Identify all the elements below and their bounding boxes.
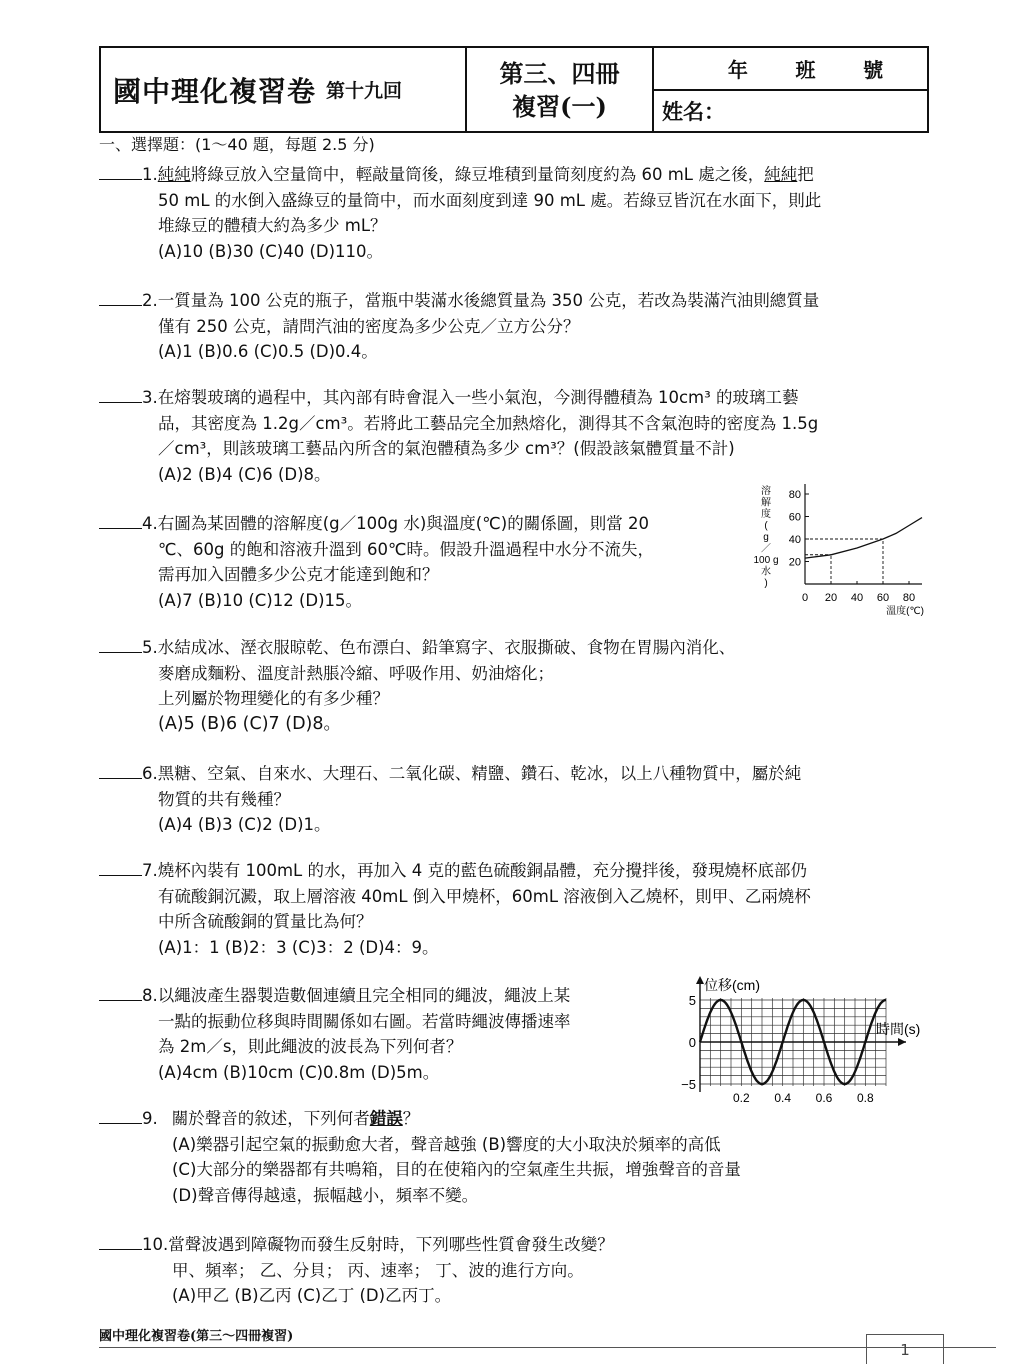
title-cell (101, 48, 467, 131)
answer-options: (A)甲乙 (B)乙丙 (C)乙丁 (D)乙丙丁。 (172, 1286, 452, 1305)
question-number: 8. (142, 986, 158, 1005)
question-text: 將綠豆放入空量筒中，輕敲量筒後，綠豆堆積到量筒刻度約為 60 mL 處之後， (190, 165, 765, 184)
question-text: 水結成冰、溼衣服晾乾、色布漂白、鉛筆寫字、衣服撕破、食物在胃腸內消化、 (157, 638, 736, 657)
answer-blank[interactable] (99, 760, 142, 779)
question-text: 麥磨成麵粉、溫度計熱脹冷縮、呼吸作用、奶油熔化； (158, 663, 554, 683)
scope-cell (467, 48, 654, 131)
question-text: 上列屬於物理變化的有多少種？ (158, 689, 389, 708)
question-text: 燒杯內裝有 100mL 的水，再加入 4 克的藍色硫酸銅晶體，充分攪拌後，發現燒杯底部仍 (157, 861, 807, 880)
question-text: 中所含硫酸銅的質量比為何？ (158, 912, 373, 931)
y-axis-label-char: 溶 (761, 486, 771, 497)
answer-option: (A)樂器引起空氣的振動愈大者，聲音越強 (B)響度的大小取決於頻率的高低 (172, 1134, 721, 1154)
x-tick-label: 0.8 (856, 1091, 874, 1105)
question-9 (99, 1105, 741, 1208)
y-tick-label: 40 (788, 534, 801, 546)
answer-options: (A)5 (B)6 (C)7 (D)8。 (158, 713, 342, 734)
scope-line1: 第三、四冊 (499, 58, 620, 88)
answer-options: (A)7 (B)10 (C)12 (D)15。 (158, 590, 363, 610)
answer-options: (A)2 (B)4 (C)6 (D)8。 (158, 464, 331, 484)
question-text: 右圖為某固體的溶解度(g／100g 水)與溫度(℃)的關係圖，則當 20 (157, 514, 649, 533)
section-heading: 一、選擇題：(1～40 題，每題 2.5 分) (99, 135, 375, 154)
y-tick-label: 5 (688, 993, 696, 1008)
answer-options: (A)4 (B)3 (C)2 (D)1。 (158, 815, 331, 834)
question-4 (99, 510, 654, 613)
answer-blank[interactable] (99, 161, 142, 180)
class-row (654, 48, 927, 91)
y-tick-label: 60 (788, 511, 801, 524)
question-text: 有硫酸銅沉澱，取上層溶液 40mL 倒入甲燒杯，60mL 溶液倒入乙燒杯，則甲、乙兩燒杯 (158, 886, 811, 906)
question-5 (99, 634, 735, 737)
answer-blank[interactable] (99, 384, 142, 403)
answer-options: (A)1 (B)0.6 (C)0.5 (D)0.4。 (158, 342, 378, 361)
question-text: 物質的共有幾種？ (158, 789, 290, 809)
question-text: 在熔製玻璃的過程中，其內部有時會混入一些小氣泡，今測得體積為 10cm³ 的玻璃工藝 (157, 388, 799, 407)
question-1 (99, 161, 821, 264)
student-info-cell (654, 48, 927, 131)
y-tick-label: −5 (681, 1077, 696, 1092)
answer-blank[interactable] (99, 1231, 142, 1250)
student-name: 純純 (764, 165, 798, 184)
question-text: 一質量為 100 公克的瓶子，當瓶中裝滿水後總質量為 350 公克，若改為裝滿汽油則總質量 (157, 291, 820, 310)
question-text: 僅有 250 公克，請問汽油的密度為多少公克／立方公分？ (158, 316, 580, 336)
question-number: 6. (142, 764, 158, 783)
answer-blank[interactable] (99, 1105, 142, 1124)
question-text: 黑糖、空氣、自來水、大理石、二氧化碳、精鹽、鑽石、乾冰，以上八種物質中，屬於純 (157, 764, 802, 783)
answer-options: (A)1：1 (B)2：3 (C)3：2 (D)4：9。 (158, 937, 439, 957)
question-text: 關於聲音的敘述，下列何者 (171, 1109, 370, 1128)
x-tick-label: 0.2 (732, 1091, 750, 1105)
question-10 (99, 1231, 614, 1309)
question-text: 當聲波遇到障礙物而發生反射時，下列哪些性質會發生改變？ (168, 1235, 614, 1254)
number-label: 號 (863, 58, 884, 82)
x-tick-label: 40 (850, 592, 864, 604)
x-tick-label: 60 (876, 592, 890, 604)
y-axis-label-char: g (763, 532, 769, 543)
question-number: 1. (142, 165, 158, 184)
y-axis-label-char: 度 (761, 509, 771, 520)
y-axis-label-char: 解 (761, 497, 771, 509)
x-axis-label: 時間(s) (876, 1021, 921, 1037)
question-text: 把 (797, 165, 814, 184)
answer-options: (A)4cm (B)10cm (C)0.8m (D)5m。 (158, 1062, 440, 1082)
answer-blank[interactable] (99, 857, 142, 876)
x-tick-label: 80 (902, 592, 916, 604)
footer-rule (99, 1347, 996, 1348)
question-number: 3. (142, 388, 158, 407)
question-6 (99, 760, 801, 838)
x-tick-label: 20 (824, 592, 838, 604)
solubility-curve (805, 518, 922, 559)
question-text: 堆綠豆的體積大約為多少 mL？ (158, 216, 387, 235)
x-tick-label: 0.4 (774, 1091, 792, 1105)
question-number: 10. (142, 1235, 169, 1254)
question-number: 2. (142, 291, 158, 310)
answer-blank[interactable] (99, 287, 142, 306)
x-tick-label: 0 (801, 592, 809, 604)
y-axis-arrow (696, 976, 704, 984)
wave-displacement-chart (672, 972, 927, 1108)
exam-round: 第十九回 (326, 80, 403, 102)
solubility-chart (750, 478, 930, 618)
y-axis-label: 位移(cm) (704, 977, 760, 993)
question-number: 5. (142, 638, 158, 657)
question-text: 以繩波產生器製造數個連續且完全相同的繩波，繩波上某 (157, 986, 571, 1005)
question-number: 9. (142, 1109, 158, 1128)
answer-blank[interactable] (99, 982, 142, 1001)
question-number: 4. (142, 514, 158, 533)
name-row[interactable] (654, 91, 927, 131)
question-2 (99, 287, 819, 365)
page-footer: 國中理化複習卷(第三～四冊複習) (99, 1329, 294, 1344)
answer-option: (D)聲音傳得越遠，振幅越小，頻率不變。 (172, 1185, 479, 1205)
question-text: ／cm³，則該玻璃工藝品內所含的氣泡體積為多少 cm³？(假設該氣體質量不計) (158, 439, 735, 458)
question-text: ℃、60g 的飽和溶液升溫到 60℃時。假設升溫過程中水分不流失， (158, 539, 655, 559)
page-number: 1 (866, 1334, 944, 1364)
emphasis-word: 錯誤 (369, 1109, 403, 1128)
y-axis-label-char: ／ (761, 543, 771, 555)
scope-line2: 複習(一) (512, 91, 607, 121)
year-label: 年 (727, 58, 748, 82)
answer-blank[interactable] (99, 510, 142, 529)
question-text: 50 mL 的水倒入盛綠豆的量筒中，而水面刻度到達 90 mL 處。若綠豆皆沉在水面下，則此 (158, 190, 822, 210)
question-text: 為 2m／s，則此繩波的波長為下列何者？ (158, 1037, 463, 1056)
answer-blank[interactable] (99, 634, 142, 653)
x-tick-label: 0.6 (815, 1091, 833, 1105)
y-tick-label: 0 (688, 1035, 696, 1050)
y-axis-label-char: ) (764, 578, 768, 589)
x-axis-label: 溫度(℃) (886, 606, 924, 617)
y-axis-label-char: 100 g (753, 555, 779, 566)
y-axis-label-char: ( (764, 520, 768, 532)
question-7 (99, 857, 811, 960)
answer-option: (C)大部分的樂器都有共鳴箱，目的在使箱內的空氣產生共振，增強聲音的音量 (172, 1160, 741, 1179)
x-axis-arrow (898, 1038, 906, 1046)
question-text: 品，其密度為 1.2g／cm³。若將此工藝品完全加熱熔化，測得其不含氣泡時的密度為 1.5g (158, 413, 819, 433)
y-tick-label: 80 (788, 489, 801, 501)
y-axis-label-char: 水 (761, 566, 771, 578)
question-text: 一點的振動位移與時間關係如右圖。若當時繩波傳播速率 (158, 1011, 571, 1031)
question-text: 甲、頻率； 乙、分貝； 丙、速率； 丁、波的進行方向。 (172, 1260, 584, 1280)
question-8 (99, 982, 571, 1085)
question-3 (99, 384, 818, 487)
question-number: 7. (142, 861, 158, 880)
question-text: ？ (402, 1109, 420, 1128)
question-text: 需再加入固體多少公克才能達到飽和？ (158, 565, 439, 584)
exam-title: 國中理化複習卷 (113, 74, 317, 108)
student-name: 純純 (157, 165, 191, 184)
answer-options: (A)10 (B)30 (C)40 (D)110。 (158, 241, 384, 261)
exam-header (99, 46, 929, 133)
name-label: 姓名： (662, 99, 725, 124)
class-label: 班 (795, 58, 816, 82)
y-tick-label: 20 (788, 556, 801, 569)
